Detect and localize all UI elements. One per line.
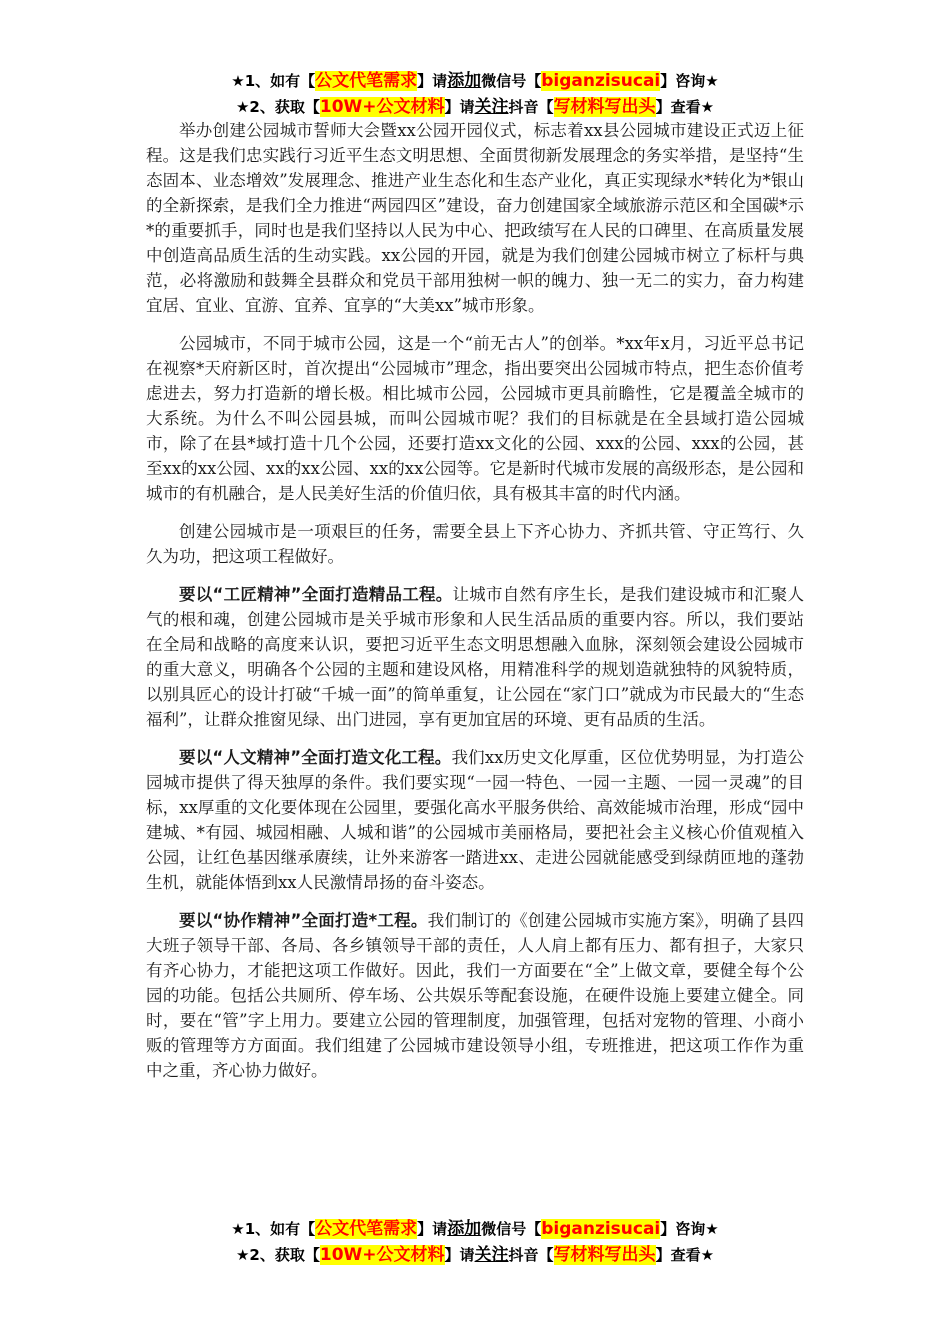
- promo-text: 抖音【: [508, 98, 554, 116]
- paragraph-lead-heading: 要以“人文精神”全面打造文化工程。: [179, 748, 452, 767]
- paragraph-6: [146, 908, 804, 1083]
- paragraph-4: [146, 582, 804, 732]
- promo-highlight-wechat-id: biganzisucai: [541, 1219, 661, 1239]
- promo-text: 】请: [444, 98, 475, 116]
- promo-line-2: [140, 1242, 810, 1268]
- promo-highlight: 10W+公文材料: [319, 97, 445, 117]
- promo-text: 】查看★: [655, 1246, 715, 1264]
- promo-text: 微信号【: [481, 1220, 542, 1238]
- promo-text: 】请: [444, 1246, 475, 1264]
- paragraph-text: 举办创建公园城市誓师大会暨xx公园开园仪式，标志着xx县公园城市建设正式迈上征程。这是我们忠实践行习近平生态文明思想、全面贯彻新发展理念的务实举措，是坚持“生态固本、业态增效”发展理念、推进产业生态化和生态产业化，真正实现绿水*转化为*银山的全新探索，是我们全力推进“两园四区”建设，奋力创建国家全域旅游示范区和全国碳*示*的重要抓手，同时也是我们坚持以人民为中心、把政绩写在人民的口碑里、在高质量发展中创造高品质生活的生动实践。xx公园的开园，就是为我们创建公园城市树立了标杆与典范，必将激励和鼓舞全县群众和党员干部用独树一帜的魄力、独一无二的实力，奋力构建宜居、宜业、宜游、宜养、宜享的“大美xx”城市形象。: [146, 121, 804, 315]
- paragraph-2: [146, 331, 804, 506]
- promo-highlight-wechat-id: biganzisucai: [541, 71, 661, 91]
- promo-text: 微信号【: [481, 72, 542, 90]
- promo-text: 】请: [417, 1220, 448, 1238]
- promo-banner-top: [140, 68, 810, 120]
- paragraph-text: 公园城市，不同于城市公园，这是一个“前无古人”的创举。*xx年x月，习近平总书记在视察*天府新区时，首次提出“公园城市”理念，指出要突出公园城市特点，把生态价值考虑进去，努力打造新的增长极。相比城市公园，公园城市更具前瞻性，它是覆盖全城市的大系统。为什么不叫公园县城，而叫公园城市呢？我们的目标就是在全县域打造公园城市，除了在县*域打造十几个公园，还要打造xx文化的公园、xxx的公园、xxx的公园，甚至xx的xx公园、xx的xx公园、xx的xx公园等。它是新时代城市发展的高级形态，是公园和城市的有机融合，是人民美好生活的价值归依，具有极其丰富的时代内涵。: [146, 334, 804, 503]
- paragraph-text: 让城市自然有序生长，是我们建设城市和汇聚人气的根和魂，创建公园城市是关乎城市形象和人民生活品质的重要内容。所以，我们要站在全局和战略的高度来认识，要把习近平生态文明思想融入血脉，深刻领会建设公园城市的重大意义，明确各个公园的主题和建设风格，用精准科学的规划造就独特的风貌特质，以别具匠心的设计打破“千城一面”的简单重复，让公园在“家门口”就成为市民最大的“生态福利”，让群众推窗见绿、出门进园，享有更加宜居的环境、更有品质的生活。: [146, 585, 804, 729]
- promo-highlight: 公文代笔需求: [315, 71, 418, 91]
- promo-text: 抖音【: [508, 1246, 554, 1264]
- promo-text: 】请: [417, 72, 448, 90]
- promo-text: ★1、如有【: [231, 1220, 316, 1238]
- promo-text: ★2、获取【: [235, 98, 320, 116]
- promo-text: 】查看★: [655, 98, 715, 116]
- promo-highlight-douyin: 写材料写出头: [553, 97, 656, 117]
- paragraph-text: 我们制订的《创建公园城市实施方案》，明确了县四大班子领导干部、各局、各乡镇领导干部的责任，人人肩上都有压力、都有担子，大家只有齐心协力，才能把这项工作做好。因此，我们一方面要在“全”上做文章，要健全每个公园的功能。包括公共厕所、停车场、公共娱乐等配套设施，在硬件设施上要建立健全。同时，要在“管”字上用力。要建立公园的管理制度，加强管理，包括对宠物的管理、小商小贩的管理等方方面面。我们组建了公园城市建设领导小组，专班推进，把这项工作作为重中之重，齐心协力做好。: [146, 911, 804, 1080]
- promo-text: ★1、如有【: [231, 72, 316, 90]
- promo-line-1: [140, 68, 810, 94]
- promo-emphasis: 关注: [474, 97, 509, 117]
- promo-highlight: 公文代笔需求: [315, 1219, 418, 1239]
- paragraph-lead-heading: 要以“工匠精神”全面打造精品工程。: [179, 585, 453, 604]
- paragraph-text: 我们xx历史文化厚重，区位优势明显，为打造公园城市提供了得天独厚的条件。我们要实现“一园一特色、一园一主题、一园一灵魂”的目标，xx厚重的文化要体现在公园里，要强化高水平服务供给、高效能城市治理，形成“园中建城、*有园、城园相融、人城和谐”的公园城市美丽格局，要把社会主义核心价值观植入公园，让红色基因继承赓续，让外来游客一踏进xx、走进公园就能感受到绿荫匝地的蓬勃生机，就能体悟到xx人民激情昂扬的奋斗姿态。: [146, 748, 804, 892]
- paragraph-lead-heading: 要以“协作精神”全面打造*工程。: [179, 911, 428, 930]
- promo-text: ★2、获取【: [235, 1246, 320, 1264]
- paragraph-text: 创建公园城市是一项艰巨的任务，需要全县上下齐心协力、齐抓共管、守正笃行、久久为功，把这项工程做好。: [146, 522, 804, 566]
- document-body: [146, 118, 804, 1096]
- promo-banner-bottom: [140, 1216, 810, 1268]
- promo-text: 】咨询★: [660, 72, 719, 90]
- promo-highlight: 10W+公文材料: [319, 1245, 445, 1265]
- promo-highlight-douyin: 写材料写出头: [553, 1245, 656, 1265]
- promo-emphasis: 添加: [447, 71, 482, 91]
- promo-text: 】咨询★: [660, 1220, 719, 1238]
- promo-emphasis: 添加: [447, 1219, 482, 1239]
- paragraph-3: [146, 519, 804, 569]
- promo-emphasis: 关注: [474, 1245, 509, 1265]
- promo-line-1: [140, 1216, 810, 1242]
- paragraph-5: [146, 745, 804, 895]
- promo-line-2: [140, 94, 810, 120]
- paragraph-1: [146, 118, 804, 318]
